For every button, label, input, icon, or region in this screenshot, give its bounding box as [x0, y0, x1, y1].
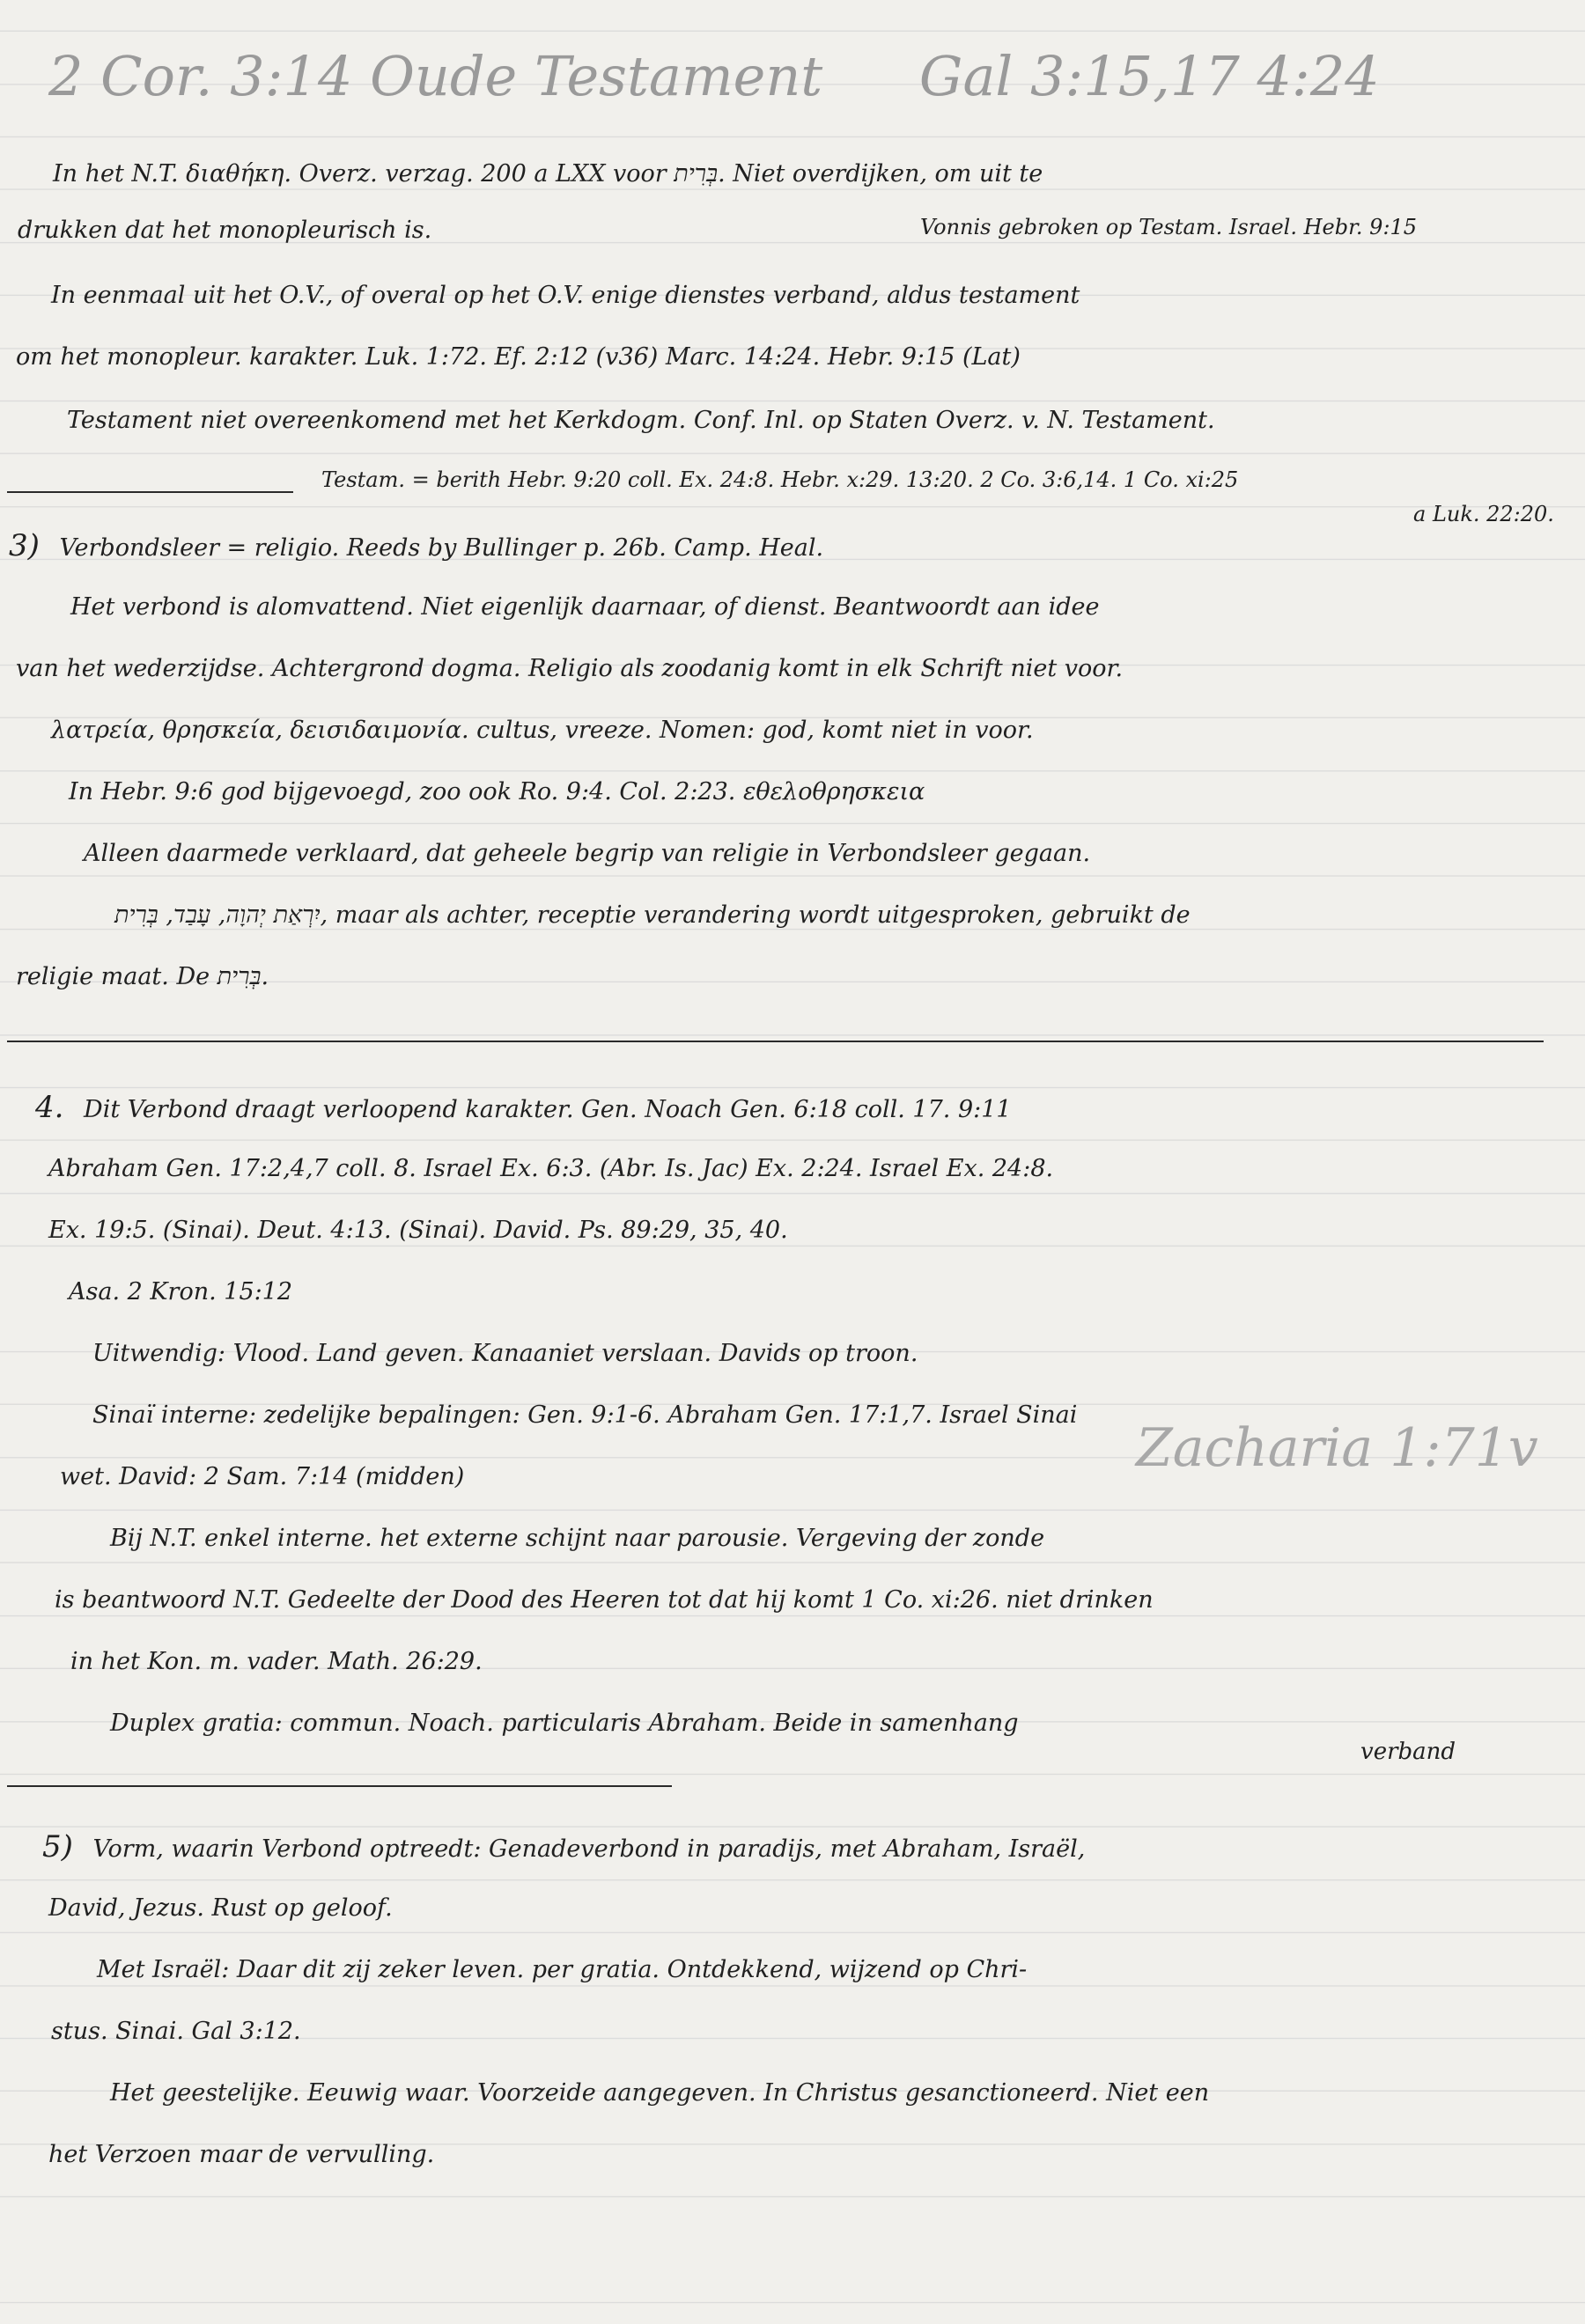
text-line: In het N.T. διαθήκη. Overz. verzag. 200 a LXX voor בְּרִית. Niet overdijken, om uit te — [53, 160, 1043, 188]
text-line: יִרְאַת יְהוָה, עָבַד, בְּרִית, maar als achter, receptie verandering wordt uitgesproken, gebruikt de — [114, 901, 1191, 929]
text-line: is beantwoord N.T. Gedeelte der Dood des Heeren tot dat hij komt 1 Co. xi:26. niet drinken — [55, 1586, 1154, 1614]
section-divider — [7, 1041, 1544, 1042]
text-line: stus. Sinai. Gal 3:12. — [51, 2018, 301, 2045]
text-line: Abraham Gen. 17:2,4,7 coll. 8. Israel Ex. 6:3. (Abr. Is. Jac) Ex. 2:24. Israel Ex. 24:8. — [48, 1155, 1054, 1182]
text-line: λατρεία, θρησκεία, δεισιδαιμονία. cultus, vreeze. Nomen: god, komt niet in voor. — [51, 717, 1034, 744]
text-line: religie maat. De בְּרִית. — [16, 963, 269, 990]
text-line: Bij N.T. enkel interne. het externe schijnt naar parousie. Vergeving der zonde — [110, 1525, 1045, 1552]
pencil-header — [48, 19, 1545, 134]
header-refs: Gal 3:15,17 4:24 — [918, 44, 1380, 108]
section-divider — [7, 1785, 672, 1787]
section-number: 4. — [35, 1090, 64, 1125]
section-3-heading: 3) Verbondsleer = religio. Reeds by Bullinger p. 26b. Camp. Heal. — [0, 519, 1585, 572]
text-line: drukken dat het monopleurisch is. — [18, 217, 432, 244]
text-line: Alleen daarmede verklaard, dat geheele begrip van religie in Verbondsleer gegaan. — [84, 840, 1091, 867]
margin-note-vonnis: Vonnis gebroken op Testam. Israel. Hebr. 9:15 — [920, 215, 1418, 239]
text-line: Het verbond is alomvattend. Niet eigenlijk daarnaar, of dienst. Beantwoordt aan idee — [70, 593, 1100, 621]
margin-note-luk: a Luk. 22:20. — [1413, 502, 1554, 526]
text-line: In eenmaal uit het O.V., of overal op het O.V. enige dienstes verband, aldus testament — [51, 282, 1080, 309]
section-4-heading: 4. Dit Verbond draagt verloopend karakter. Gen. Noach Gen. 6:18 coll. 17. 9:11 — [0, 1081, 1585, 1134]
text-line: Met Israël: Daar dit zij zeker leven. per gratia. Ontdekkend, wijzend op Chri- — [97, 1956, 1028, 1983]
text-line: Duplex gratia: commun. Noach. particularis Abraham. Beide in samenhang — [110, 1710, 1019, 1737]
text-line: Asa. 2 Kron. 15:12 — [69, 1278, 293, 1305]
text-line: Sinaï interne: zedelijke bepalingen: Gen. 9:1-6. Abraham Gen. 17:1,7. Israel Sinai — [92, 1401, 1078, 1429]
text-line: wet. David: 2 Sam. 7:14 (midden) — [60, 1463, 465, 1490]
text-line: Het geestelijke. Eeuwig waar. Voorzeide aangegeven. In Christus gesanctioneerd. Niet een — [110, 2079, 1210, 2107]
text-line: in het Kon. m. vader. Math. 26:29. — [70, 1648, 483, 1675]
text-line: Ex. 19:5. (Sinai). Deut. 4:13. (Sinai). David. Ps. 89:29, 35, 40. — [48, 1217, 788, 1244]
pencil-margin-note: Zacharia 1:71v — [1136, 1417, 1538, 1479]
section-5-heading: 5) Vorm, waarin Verbond optreedt: Genadeverbond in paradijs, met Abraham, Israël, — [0, 1820, 1585, 1873]
text-line: van het wederzijdse. Achtergrond dogma. Religio als zoodanig komt in elk Schrift niet voor. — [16, 655, 1124, 682]
text-line: In Hebr. 9:6 god bijgevoegd, zoo ook Ro. 9:4. Col. 2:23. εθελοθρησκεια — [69, 778, 925, 805]
section-number: 5) — [42, 1829, 73, 1864]
margin-note-verband: verband — [1360, 1739, 1456, 1765]
section-number: 3) — [9, 528, 40, 563]
text-line: het Verzoen maar de vervulling. — [48, 2141, 435, 2168]
header-title: 2 Cor. 3:14 Oude Testament — [48, 44, 823, 108]
text-line: David, Jezus. Rust op geloof. — [48, 1894, 393, 1922]
text-line: Testament niet overeenkomend met het Kerkdogm. Conf. Inl. op Staten Overz. v. N. Testament. — [67, 407, 1215, 434]
text-line: Uitwendig: Vlood. Land geven. Kanaaniet verslaan. Davids op troon. — [92, 1340, 918, 1367]
text-line: om het monopleur. karakter. Luk. 1:72. Ef. 2:12 (v36) Marc. 14:24. Hebr. 9:15 (Lat) — [16, 343, 1021, 371]
text-line: Testam. = berith Hebr. 9:20 coll. Ex. 24:8. Hebr. x:29. 13:20. 2 Co. 3:6,14. 1 Co. xi:25 — [321, 467, 1239, 492]
